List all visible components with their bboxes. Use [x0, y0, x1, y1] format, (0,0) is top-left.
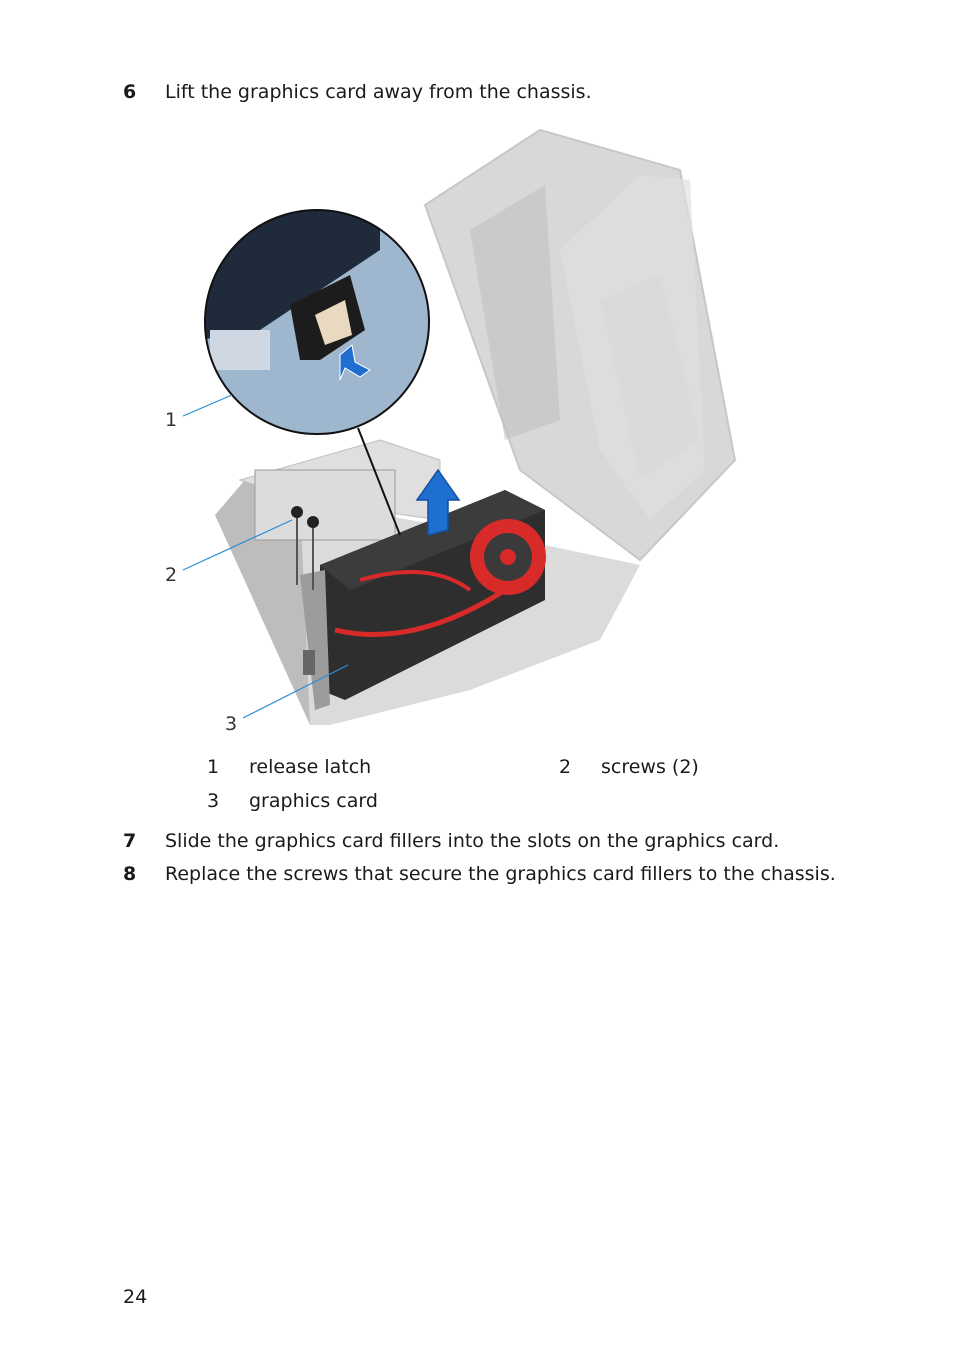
legend-number-2: 2 — [559, 756, 572, 778]
step-number: 6 — [123, 81, 137, 103]
legend-label-2: screws (2) — [601, 756, 699, 778]
legend-label-3: graphics card — [249, 790, 378, 812]
screw-icon — [307, 516, 319, 528]
screw-icon — [291, 506, 303, 518]
chassis-lid — [425, 130, 735, 560]
step-text: Slide the graphics card fillers into the slots on the graphics card. — [165, 830, 780, 852]
callout-1: 1 — [165, 409, 178, 431]
legend-number-1: 1 — [207, 756, 220, 778]
callout-line-1 — [183, 395, 232, 416]
page-number: 24 — [123, 1286, 148, 1308]
power-supply — [255, 470, 395, 540]
step-number: 8 — [123, 863, 137, 885]
callout-3: 3 — [225, 713, 238, 735]
legend-label-1: release latch — [249, 756, 372, 778]
callout-2: 2 — [165, 564, 178, 586]
legend-number-3: 3 — [207, 790, 220, 812]
step-text: Lift the graphics card away from the chassis. — [165, 81, 592, 103]
step-text: Replace the screws that secure the graphics card fillers to the chassis. — [165, 863, 836, 885]
step-number: 7 — [123, 830, 137, 852]
graphics-card-removal-illustration — [150, 120, 750, 740]
